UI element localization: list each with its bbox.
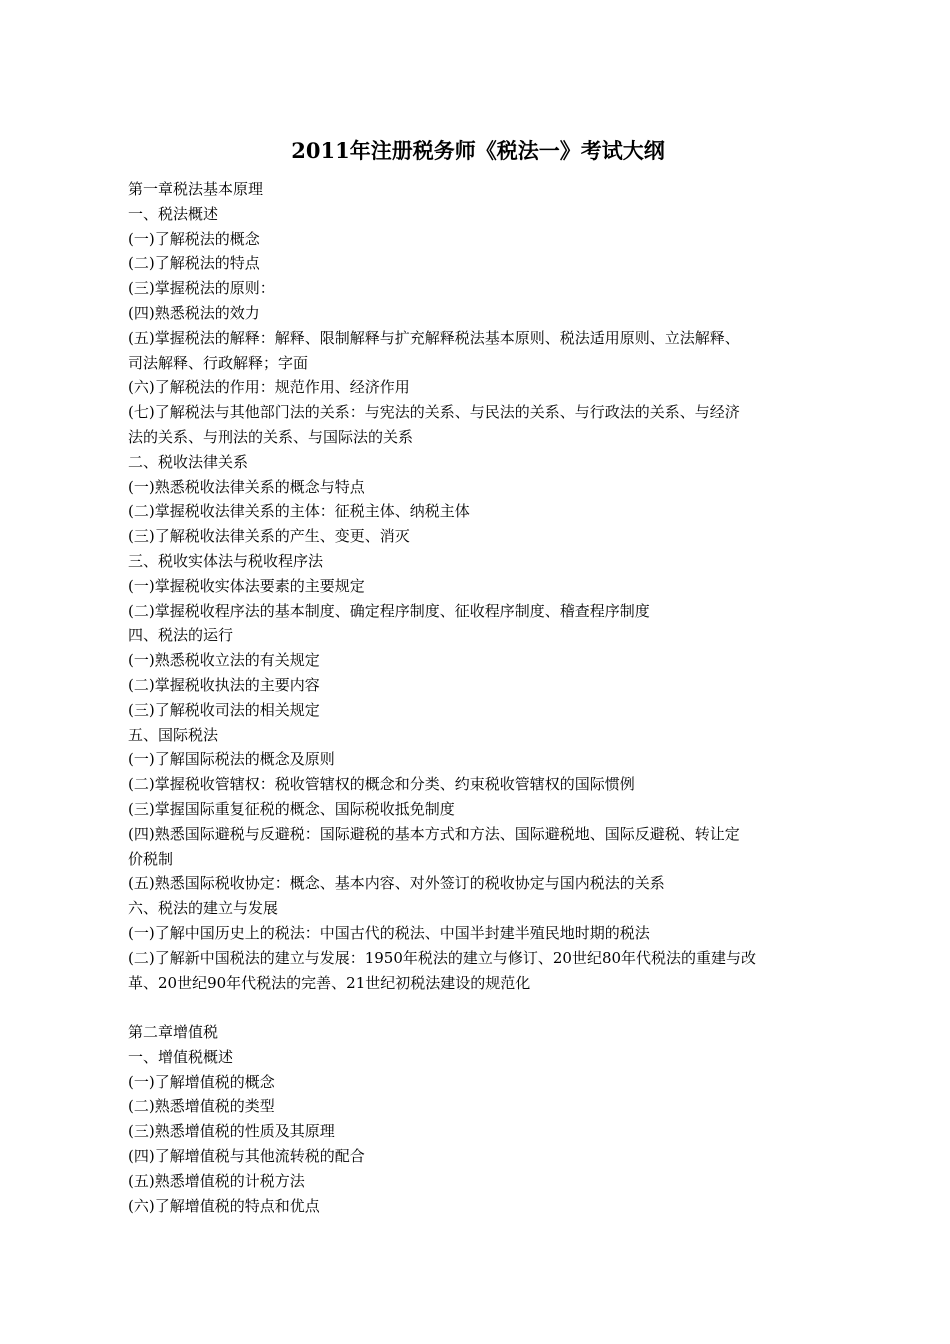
text-line: (五)掌握税法的解释：解释、限制解释与扩充解释税法基本原则、税法适用原则、立法解释、	[128, 328, 740, 347]
document-title: 2011年注册税务师《税法一》考试大纲	[291, 138, 665, 163]
text-line: (四)熟悉税法的效力	[128, 303, 260, 322]
text-line: (五)熟悉增值税的计税方法	[128, 1171, 305, 1190]
text-line: 六、税法的建立与发展	[128, 899, 279, 918]
text-line: 四、税法的运行	[128, 626, 234, 645]
text-line: (六)了解增值税的特点和优点	[128, 1196, 320, 1215]
text-line: (三)了解税收司法的相关规定	[128, 700, 320, 719]
text-line: (四)熟悉国际避税与反避税：国际避税的基本方式和方法、国际避税地、国际反避税、转让定	[128, 824, 740, 843]
text-line: 五、国际税法	[128, 725, 219, 744]
text-line: (一)了解中国历史上的税法：中国古代的税法、中国半封建半殖民地时期的税法	[128, 923, 650, 942]
text-line: (二)掌握税收法律关系的主体：征税主体、纳税主体	[128, 502, 470, 521]
text-line: (三)熟悉增值税的性质及其原理	[128, 1122, 335, 1141]
text-line: 革、20世纪90年代税法的完善、21世纪初税法建设的规范化	[128, 973, 531, 992]
text-line: (四)了解增值税与其他流转税的配合	[128, 1147, 365, 1166]
text-line: (五)熟悉国际税收协定：概念、基本内容、对外签订的税收协定与国内税法的关系	[128, 874, 665, 893]
text-line: (二)熟悉增值税的类型	[128, 1097, 275, 1116]
text-line: (三)了解税收法律关系的产生、变更、消灭	[128, 527, 410, 546]
text-line: (一)了解增值税的概念	[128, 1072, 275, 1091]
document-page	[128, 133, 828, 1218]
text-line: (三)掌握国际重复征税的概念、国际税收抵免制度	[128, 799, 455, 818]
text-line: (二)掌握税收程序法的基本制度、确定程序制度、征收程序制度、稽查程序制度	[128, 601, 650, 620]
text-line: (二)掌握税收执法的主要内容	[128, 675, 320, 694]
text-line: (二)掌握税收管辖权：税收管辖权的概念和分类、约束税收管辖权的国际惯例	[128, 775, 635, 794]
text-line: (一)掌握税收实体法要素的主要规定	[128, 576, 365, 595]
text-line: 一、增值税概述	[128, 1047, 234, 1066]
text-line: (一)熟悉税收立法的有关规定	[128, 651, 320, 670]
text-line: (一)了解税法的概念	[128, 229, 260, 248]
text-line: (二)了解税法的特点	[128, 254, 260, 273]
text-line: (二)了解新中国税法的建立与发展：1950年税法的建立与修订、20世纪80年代税法的重建与改	[128, 948, 757, 967]
text-line: 二、税收法律关系	[128, 452, 249, 471]
text-line: 司法解释、行政解释；字面	[128, 353, 309, 372]
text-line: 价税制	[128, 849, 174, 868]
text-line: (一)了解国际税法的概念及原则	[128, 750, 335, 769]
text-line: (七)了解税法与其他部门法的关系：与宪法的关系、与民法的关系、与行政法的关系、与经济	[128, 403, 740, 422]
text-line: 法的关系、与刑法的关系、与国际法的关系	[128, 427, 414, 446]
text-line: 三、税收实体法与税收程序法	[128, 551, 324, 570]
document-body	[128, 177, 828, 1218]
text-line: 第二章增值税	[128, 1023, 219, 1042]
blank-line	[128, 995, 828, 1020]
text-line: (三)掌握税法的原则：	[128, 279, 275, 298]
text-line: 第一章税法基本原理	[128, 180, 264, 198]
text-line: 一、税法概述	[128, 204, 219, 223]
text-line: (六)了解税法的作用：规范作用、经济作用	[128, 378, 410, 397]
text-line: (一)熟悉税收法律关系的概念与特点	[128, 477, 365, 496]
